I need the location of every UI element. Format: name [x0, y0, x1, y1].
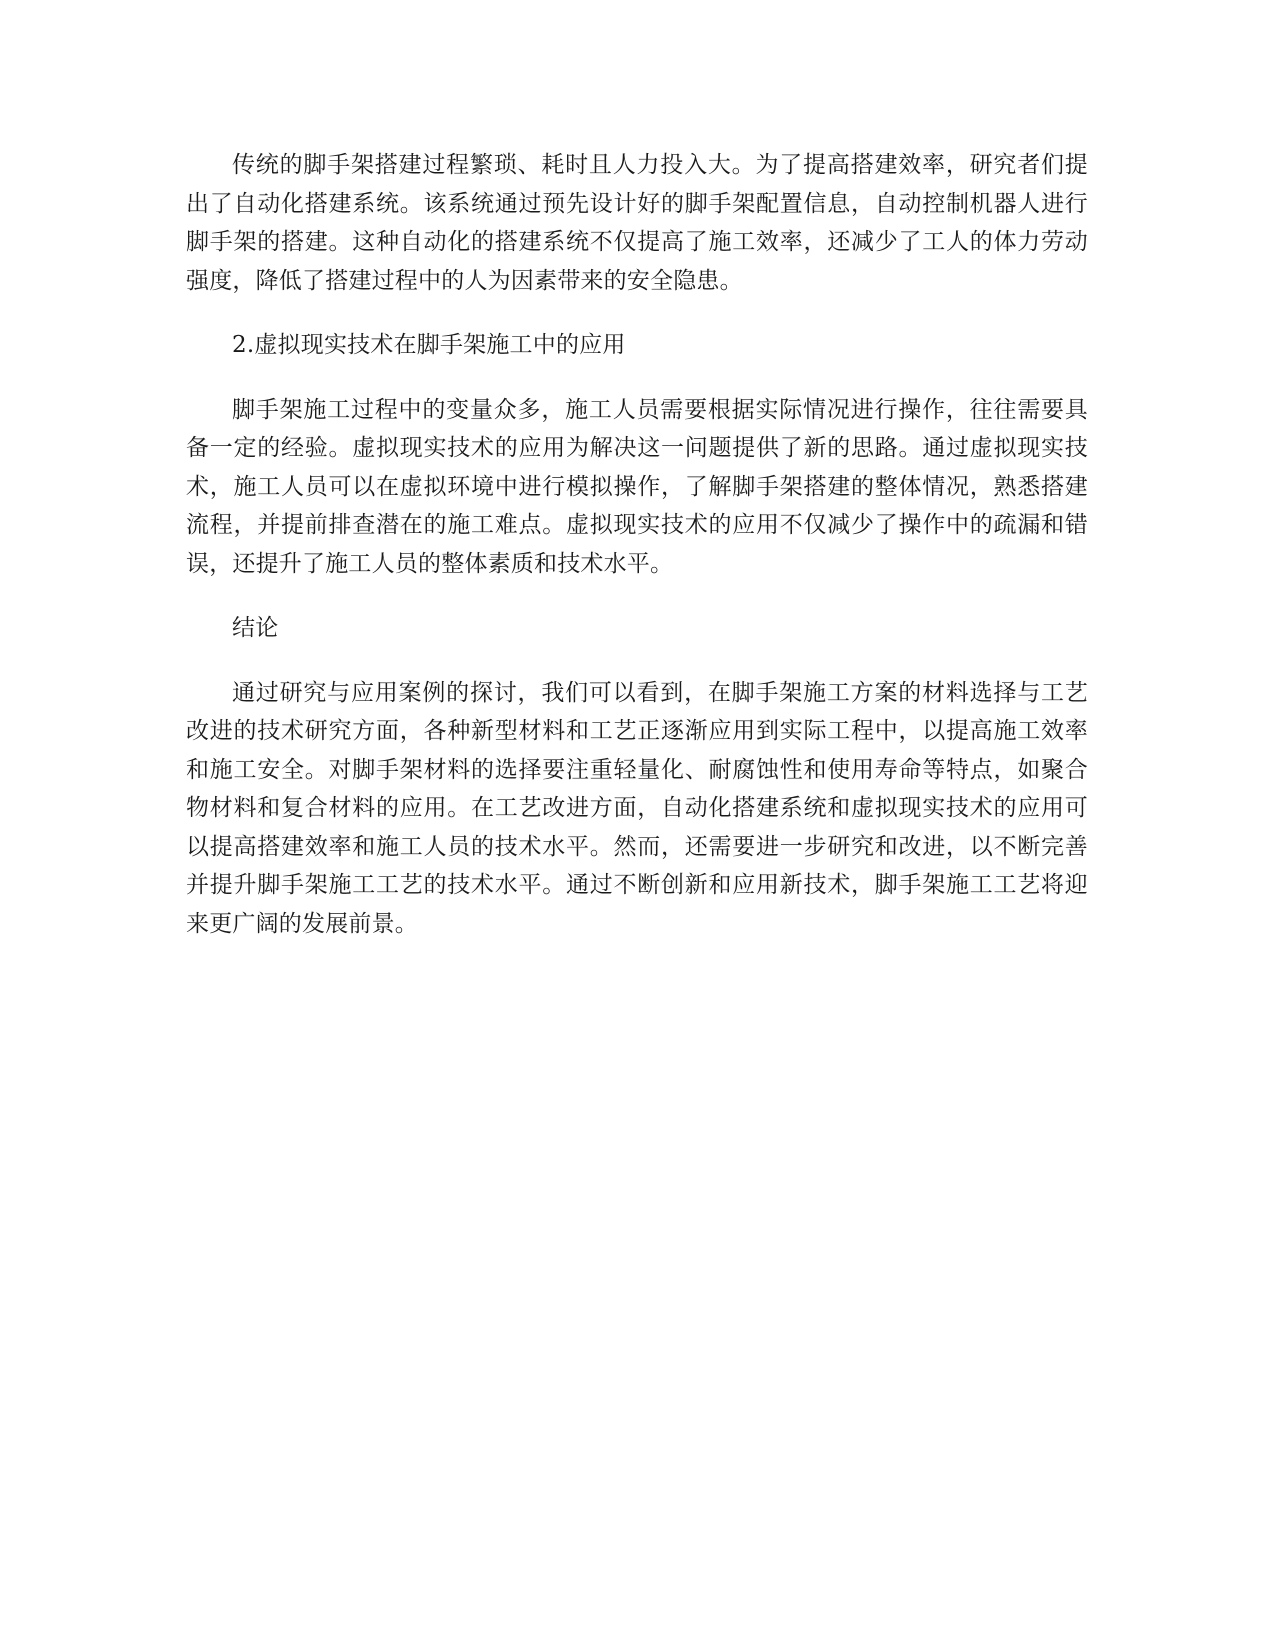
section-heading-vr: 2.虚拟现实技术在脚手架施工中的应用 — [232, 332, 626, 358]
document-body — [186, 146, 1088, 969]
paragraph-conclusion: 通过研究与应用案例的探讨，我们可以看到，在脚手架施工方案的材料选择与工艺改进的技术研究方面，各种新型材料和工艺正逐渐应用到实际工程中，以提高施工效率和施工安全。对脚手架材料的选择要注重轻量化、耐腐蚀性和使用寿命等特点，如聚合物材料和复合材料的应用。在工艺改进方面，自动化搭建系统和虚拟现实技术的应用可以提高搭建效率和施工人员的技术水平。然而，还需要进一步研究和改进，以不断完善并提升脚手架施工工艺的技术水平。通过不断创新和应用新技术，脚手架施工工艺将迎来更广阔的发展前景。 — [186, 679, 1088, 937]
section-heading-conclusion: 结论 — [232, 615, 279, 641]
paragraph-automated-erection: 传统的脚手架搭建过程繁琐、耗时且人力投入大。为了提高搭建效率，研究者们提出了自动化搭建系统。该系统通过预先设计好的脚手架配置信息，自动控制机器人进行脚手架的搭建。这种自动化的搭建系统不仅提高了施工效率，还减少了工人的体力劳动强度，降低了搭建过程中的人为因素带来的安全隐患。 — [186, 152, 1088, 294]
paragraph-vr-application: 脚手架施工过程中的变量众多，施工人员需要根据实际情况进行操作，往往需要具备一定的经验。虚拟现实技术的应用为解决这一问题提供了新的思路。通过虚拟现实技术，施工人员可以在虚拟环境中进行模拟操作，了解脚手架搭建的整体情况，熟悉搭建流程，并提前排查潜在的施工难点。虚拟现实技术的应用不仅减少了操作中的疏漏和错误，还提升了施工人员的整体素质和技术水平。 — [186, 396, 1088, 577]
